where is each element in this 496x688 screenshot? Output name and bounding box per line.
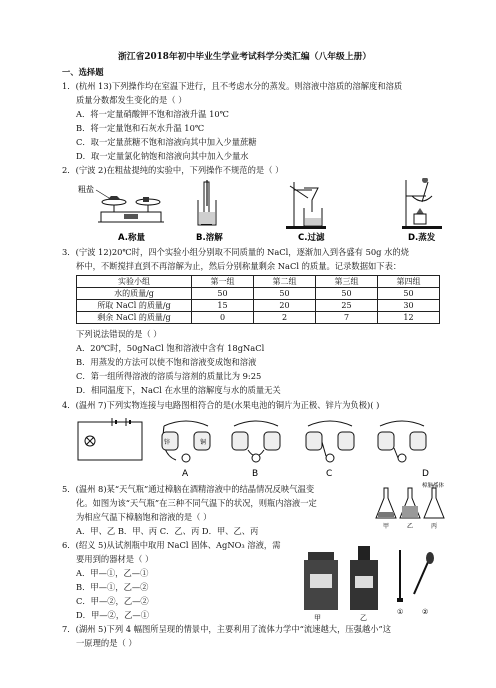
q7-stem-line2: 一原理的是（ ） xyxy=(76,638,137,648)
table-row xyxy=(77,288,440,300)
flask-bing xyxy=(424,482,444,530)
table-row xyxy=(77,300,440,312)
metal-label-copper: 铜 xyxy=(200,439,207,446)
table-cell: 水的质量/g xyxy=(77,288,192,300)
reagent-bottle-jia xyxy=(304,552,338,622)
q3-option-a: A．20℃时，50gNaCl 饱和溶液中含有 18gNaCl xyxy=(76,343,265,353)
table-header-cell: 第一组 xyxy=(192,276,254,288)
reagent-bottle-yi xyxy=(350,546,378,622)
wiring-option-c xyxy=(306,421,354,478)
q5-fig-tag: 樟脑晶体 xyxy=(422,483,445,489)
q4-figure xyxy=(76,418,444,478)
q5-figure xyxy=(372,480,452,532)
q3-option-c: C．第一组所得溶液的溶质与溶剂的质量比为 9:25 xyxy=(76,371,262,381)
q6-stem-line1: 6．(绍义 5)从试剂瓶中取用 NaCl 固体、AgNO₃ 溶液，需 xyxy=(62,540,281,550)
q6-label-1: ① xyxy=(397,608,404,616)
table-cell: 7 xyxy=(316,312,378,324)
q2-caption-a: A.称量 xyxy=(118,233,145,243)
q2-caption-c: C.过滤 xyxy=(298,233,325,243)
table-cell: 12 xyxy=(378,312,440,324)
balance-illustration xyxy=(78,184,164,222)
q3-stem-line1: 3．(宁波 12)20℃时，四个实验小组分别取不同质量的 NaCl，逐渐加入到各盛有 50g 水的烧 xyxy=(62,247,409,257)
wiring-option-b xyxy=(232,421,280,478)
table-cell: 50 xyxy=(254,288,316,300)
wiring-option-a xyxy=(162,421,210,478)
q5-stem-line1: 5．(温州 8)某“天气瓶”通过樟脑在酒精溶液中的结晶情况反映气温变 xyxy=(62,484,315,494)
q3-stem-line2: 杯中，不断搅拌直到不再溶解为止，然后分别称量剩余 NaCl 的质量。记录数据如下表： xyxy=(76,261,402,271)
q5-label-bing: 丙 xyxy=(431,523,438,530)
table-row xyxy=(77,312,440,324)
q2-figure xyxy=(76,178,456,244)
q3-data-table xyxy=(76,275,440,324)
table-header-cell: 第四组 xyxy=(378,276,440,288)
q5-stem-line2: 化。如图为该“天气瓶”在三种不同气温下的状况，则瓶内溶液一定 xyxy=(76,498,317,508)
q5-label-yi: 乙 xyxy=(407,523,414,530)
table-header-row xyxy=(77,276,440,288)
table-header-cell: 第二组 xyxy=(254,276,316,288)
table-cell: 50 xyxy=(192,288,254,300)
q2-caption-d: D.蒸发 xyxy=(408,233,436,243)
q6-option-b: B．甲—①，乙—② xyxy=(76,582,149,592)
q6-label-2: ② xyxy=(422,608,429,616)
q3-option-b: B．用蒸发的方法可以使不饱和溶液变成饱和溶液 xyxy=(76,357,257,367)
q1-option-d: D．取一定量氯化钠饱和溶液向其中加入少量水 xyxy=(76,151,249,161)
q1-option-a: A．将一定量硝酸钾不饱和溶液升温 10℃ xyxy=(76,109,229,119)
q3-option-d: D．相同温度下，NaCl 在水里的溶解度与水的质量无关 xyxy=(76,385,281,395)
q2-fig-label-cushan: 粗盐 xyxy=(78,185,94,194)
q4-stem: 4．(温州 7)下列实物连接与电路图相符合的是(水果电池的铜片为正极、锌片为负极)( ) xyxy=(62,400,380,410)
table-cell: 25 xyxy=(316,300,378,312)
q6-label-yi: 乙 xyxy=(360,614,367,622)
q5-stem-line3: 为相应气温下樟脑饱和溶液的是（ ） xyxy=(76,512,212,522)
q2-caption-b: B.溶解 xyxy=(196,233,223,243)
q6-figure xyxy=(300,544,448,622)
q3-prompt: 下列说法错误的是（ ） xyxy=(76,329,162,339)
q6-option-d: D．甲—②，乙—① xyxy=(76,610,150,620)
q5-label-jia: 甲 xyxy=(383,523,390,530)
q4-caption-a: A xyxy=(182,469,189,478)
flask-yi xyxy=(400,488,420,530)
q7-stem-line1: 7．(湖州 5)下列 4 幅图所呈现的情景中，主要利用了流体力学中“流速越大，压强越小”这 xyxy=(62,624,392,634)
dissolve-illustration xyxy=(198,180,216,225)
table-cell: 30 xyxy=(378,300,440,312)
metal-label-zinc: 锌 xyxy=(164,439,171,446)
q2-stem: 2．(宁波 2)在粗盐提纯的实验中，下列操作不规范的是（ ） xyxy=(62,165,284,175)
q1-stem-line1: 1．(杭州 13)下列操作均在室温下进行，且不考虑水分的蒸发。则溶液中溶质的溶解度和溶质 xyxy=(62,81,403,91)
flask-jia xyxy=(376,488,396,530)
q4-caption-b: B xyxy=(252,469,259,478)
q1-stem-line2: 质量分数都发生变化的是（ ） xyxy=(76,95,187,105)
table-cell: 15 xyxy=(192,300,254,312)
table-cell: 2 xyxy=(254,312,316,324)
section-heading: 一、选择题 xyxy=(62,67,104,77)
table-header-cell: 第三组 xyxy=(316,276,378,288)
q1-option-b: B．将一定量饱和石灰水升温 10℃ xyxy=(76,123,205,133)
q6-option-a: A．甲—①，乙—① xyxy=(76,568,149,578)
spatula-tool xyxy=(397,550,403,616)
table-cell: 0 xyxy=(192,312,254,324)
q4-caption-c: C xyxy=(326,469,333,478)
table-cell: 50 xyxy=(378,288,440,300)
wiring-option-d xyxy=(378,421,429,478)
q6-stem-line2: 要用到的器材是（ ） xyxy=(76,554,154,564)
table-cell: 50 xyxy=(316,288,378,300)
q4-caption-d: D xyxy=(422,469,429,478)
table-cell: 20 xyxy=(254,300,316,312)
filter-illustration xyxy=(286,182,326,229)
page-title: 浙江省2018年初中毕业生学业考试科学分类汇编（八年级上册） xyxy=(118,52,372,62)
table-cell: 剩余 NaCl 的质量/g xyxy=(77,312,192,324)
q6-option-c: C．甲—②，乙—② xyxy=(76,596,149,606)
table-cell: 所取 NaCl 的质量/g xyxy=(77,300,192,312)
q1-option-c: C．取一定量蔗糖不饱和溶液向其中加入少量蔗糖 xyxy=(76,137,257,147)
q6-label-jia: 甲 xyxy=(314,614,321,622)
evaporate-illustration xyxy=(402,178,442,229)
q5-options: A．甲、乙 B．甲、丙 C．乙、丙 D．甲、乙、丙 xyxy=(76,526,259,536)
circuit-diagram xyxy=(78,418,142,460)
table-header-cell: 实验小组 xyxy=(77,276,192,288)
dropper-tool xyxy=(414,552,434,616)
